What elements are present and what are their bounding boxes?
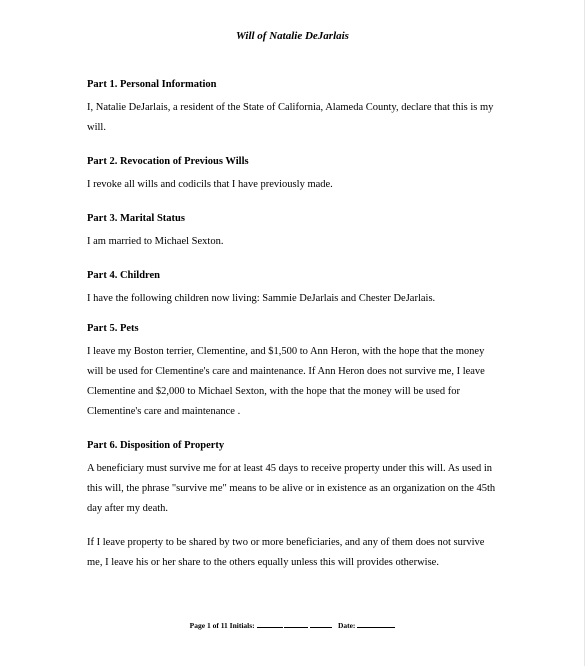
text-line: A beneficiary must survive me for at least 45 days to receive property under this will. As used in <box>87 463 493 474</box>
text-line: me, I leave his or her share to the others equally unless this will provides otherwise. <box>87 557 439 568</box>
section-heading: Part 3. Marital Status <box>87 213 185 224</box>
text-line: I, Natalie DeJarlais, a resident of the State of California, Alameda County, declare that this is my <box>87 102 494 113</box>
text-line: If I leave property to be shared by two or more beneficiaries, and any of them does not survive <box>87 537 485 548</box>
section-heading: Part 5. Pets <box>87 323 139 334</box>
paragraph <box>87 533 507 573</box>
initials-blank-line <box>257 621 283 628</box>
paragraph <box>87 459 507 519</box>
date-label: Date: <box>337 621 356 630</box>
initials-blank-line <box>284 621 308 628</box>
section-revocation <box>87 155 507 195</box>
section-marital-status <box>87 212 507 252</box>
document-body <box>87 78 507 590</box>
section-children <box>87 269 507 309</box>
date-blank-line <box>357 621 395 628</box>
text-line: I am married to Michael Sexton. <box>87 236 224 247</box>
section-heading: Part 4. Children <box>87 270 161 281</box>
section-heading: Part 2. Revocation of Previous Wills <box>87 156 249 167</box>
text-line: I leave my Boston terrier, Clementine, and $1,500 to Ann Heron, with the hope that the money <box>87 346 485 357</box>
text-line: will be used for Clementine's care and maintenance. If Ann Heron does not survive me, I leave <box>87 366 485 377</box>
text-line: Clementine's care and maintenance . <box>87 406 241 417</box>
text-line: this will, the phrase "survive me" means to be alive or in existence as an organization on the 45th <box>87 483 496 494</box>
document-title: Will of Natalie DeJarlais <box>236 30 349 42</box>
text-line: I revoke all wills and codicils that I have previously made. <box>87 179 333 190</box>
text-line: I have the following children now living: Sammie DeJarlais and Chester DeJarlais. <box>87 293 436 304</box>
page-number: Page 1 of 11 <box>189 621 228 630</box>
paragraph <box>87 289 507 309</box>
initials-blank-line <box>310 621 332 628</box>
paragraph <box>87 98 507 138</box>
section-disposition-of-property <box>87 439 507 573</box>
section-heading: Part 6. Disposition of Property <box>87 440 225 451</box>
page-footer <box>0 621 585 630</box>
text-line: will. <box>87 122 106 133</box>
section-heading: Part 1. Personal Information <box>87 79 217 90</box>
section-personal-information <box>87 78 507 138</box>
section-pets <box>87 322 507 422</box>
initials-label: Initials: <box>229 621 255 630</box>
text-line: day after my death. <box>87 503 169 514</box>
paragraph <box>87 342 507 422</box>
paragraph <box>87 232 507 252</box>
paragraph <box>87 175 507 195</box>
text-line: Clementine and $2,000 to Michael Sexton, with the hope that the money will be used for <box>87 386 460 397</box>
